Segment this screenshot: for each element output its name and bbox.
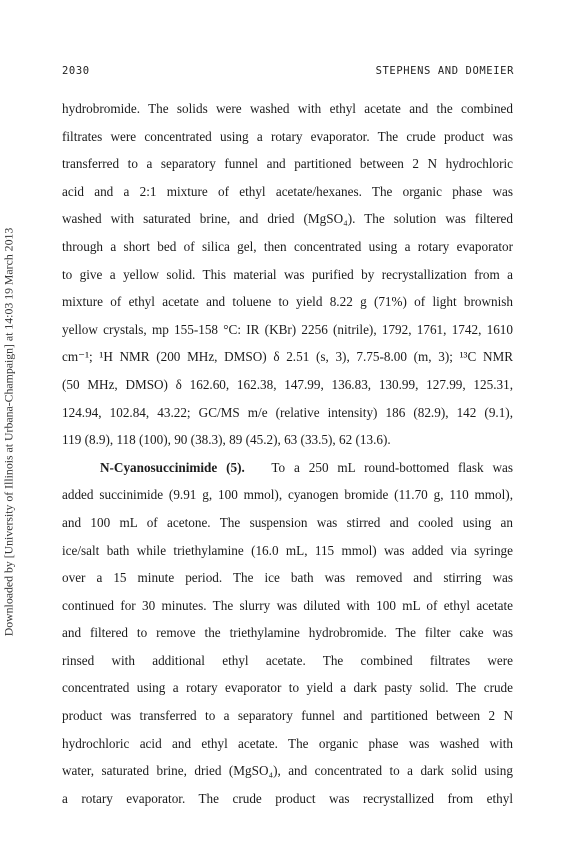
text-line: cm⁻¹; ¹H NMR (200 MHz, DMSO) δ 2.51 (s, 3), 7.75-8.00 (m, 3); ¹³C NMR: [62, 349, 513, 365]
text-line: product was transferred to a separatory funnel and partitioned between 2 N: [62, 708, 513, 724]
text-line: washed with saturated brine, and dried (MgSO₄). The solution was filtered: [62, 211, 513, 227]
text-line: hydrobromide. The solids were washed with ethyl acetate and the combined: [62, 101, 513, 116]
section-subheading-line: [62, 454, 513, 482]
compound-heading: N-Cyanosuccinimide (5).: [100, 459, 245, 475]
text-line: continued for 30 minutes. The slurry was diluted with 100 mL of ethyl acetate: [62, 597, 513, 613]
text-line: ice/salt bath while triethylamine (16.0 mL, 115 mmol) was added via syringe: [62, 542, 513, 558]
text-line: to give a yellow solid. This material was purified by recrystallization from a: [62, 266, 513, 282]
text-line: 119 (8.9), 118 (100), 90 (38.3), 89 (45.2), 63 (33.5), 62 (13.6).: [62, 432, 391, 448]
running-head-authors: STEPHENS AND DOMEIER: [375, 65, 514, 77]
text-line: mixture of ethyl acetate and toluene to yield 8.22 g (71%) of light brownish: [62, 294, 513, 310]
page-number: 2030: [62, 65, 90, 77]
text-line: acid and a 2:1 mixture of ethyl acetate/hexanes. The organic phase was: [62, 183, 513, 199]
text-line: a rotary evaporator. The crude product was recrystallized from ethyl: [62, 790, 513, 806]
article-body: [62, 95, 513, 812]
text-line: transferred to a separatory funnel and partitioned between 2 N hydrochloric: [62, 156, 513, 172]
text-line: water, saturated brine, dried (MgSO₄), and concentrated to a dark solid using: [62, 763, 513, 779]
running-header: [62, 65, 514, 81]
text-line: added succinimide (9.91 g, 100 mmol), cyanogen bromide (11.70 g, 110 mmol),: [62, 487, 513, 503]
text-line: yellow crystals, mp 155-158 °C: IR (KBr) 2256 (nitrile), 1792, 1761, 1742, 1610: [62, 321, 513, 337]
download-notice-text: Downloaded by [University of Illinois at Urbana-Champaign] at 14:03 19 March 2013: [1, 227, 16, 637]
text-line: (50 MHz, DMSO) δ 162.60, 162.38, 147.99, 136.83, 130.99, 127.99, 125.31,: [62, 376, 513, 392]
text-line: filtrates were concentrated using a rotary evaporator. The crude product was: [62, 128, 513, 144]
text-line: concentrated using a rotary evaporator to yield a dark pasty solid. The crude: [62, 680, 513, 696]
text-line: and filtered to remove the triethylamine hydrobromide. The filter cake was: [62, 625, 513, 641]
text-line: 124.94, 102.84, 43.22; GC/MS m/e (relative intensity) 186 (82.9), 142 (9.1),: [62, 404, 513, 420]
download-watermark: [0, 0, 18, 864]
text-fragment: To a 250 mL round-bottomed flask was: [271, 459, 513, 475]
text-line: rinsed with additional ethyl acetate. The combined filtrates were: [62, 652, 513, 668]
text-line: through a short bed of silica gel, then concentrated using a rotary evaporator: [62, 238, 513, 254]
text-line: hydrochloric acid and ethyl acetate. The organic phase was washed with: [62, 735, 513, 751]
text-line: over a 15 minute period. The ice bath was removed and stirring was: [62, 570, 513, 586]
text-line: and 100 mL of acetone. The suspension was stirred and cooled using an: [62, 514, 513, 530]
